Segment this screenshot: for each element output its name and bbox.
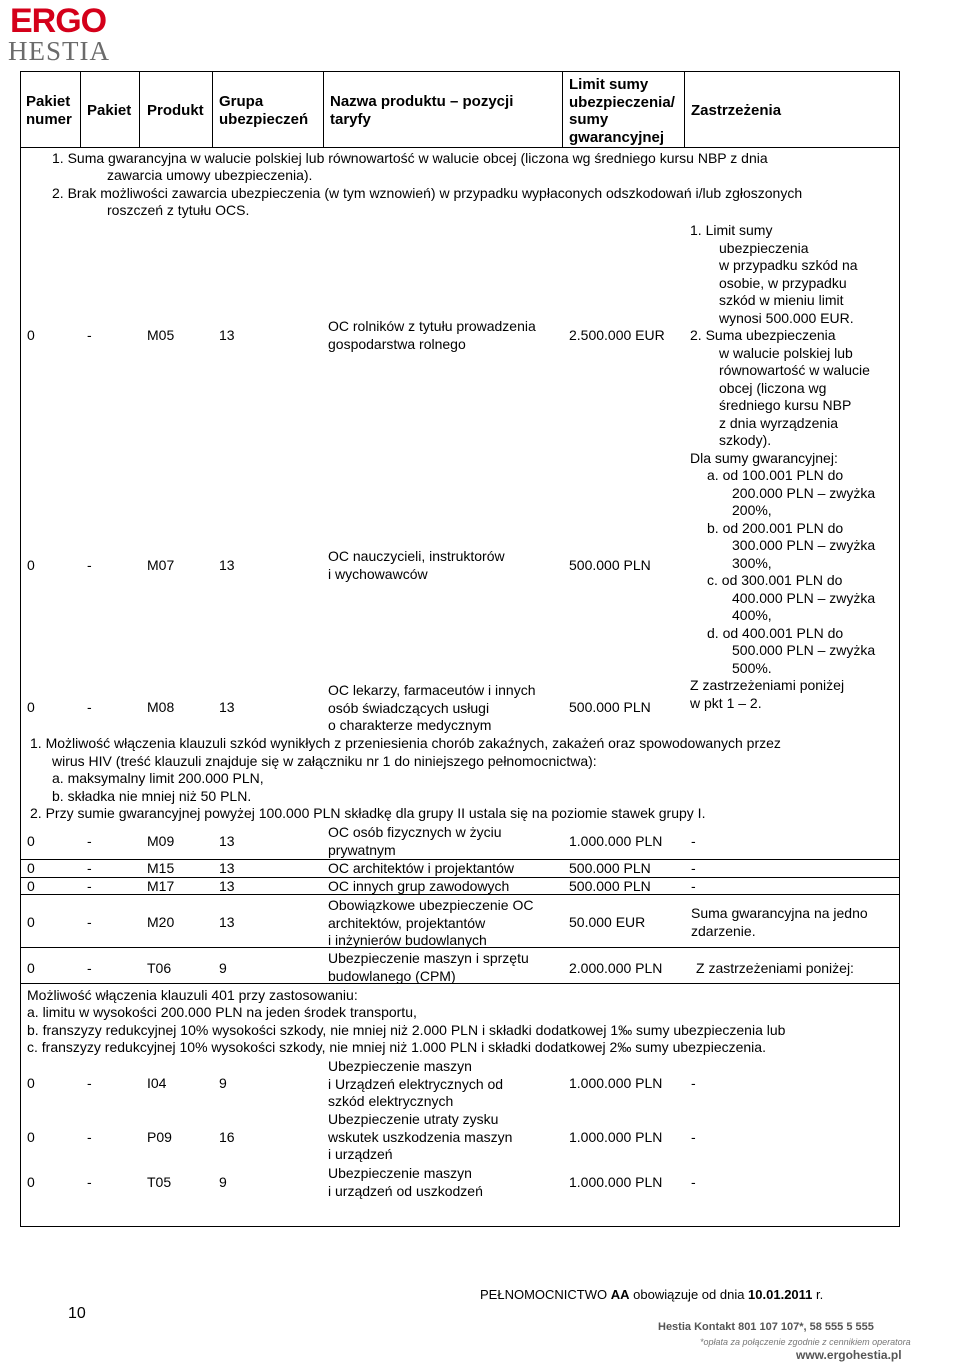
row-t05-grupa: 9 [219, 1174, 227, 1190]
row-m08-grupa: 13 [219, 699, 235, 715]
row-m09-pakiet: 0 [27, 833, 35, 849]
row-m15-nazwa: OC architektów i projektantów [328, 860, 514, 876]
header-divider [562, 71, 563, 147]
row-p09-limit: 1.000.000 PLN [569, 1129, 663, 1145]
logo-hestia: HESTIA [8, 36, 110, 66]
row-t05-produkt: T05 [147, 1174, 172, 1190]
row-m09-zastrz: - [691, 833, 696, 849]
row-m20-limit: 50.000 EUR [569, 914, 646, 930]
row-m09-nazwa: OC osób fizycznych w życiu prywatnym [328, 824, 502, 858]
row-m05-dash: - [87, 327, 92, 343]
row-m17-grupa: 13 [219, 878, 235, 894]
header-pakiet-numer: Pakiet numer [26, 93, 72, 128]
row-m07-dash: - [87, 557, 92, 573]
row-m09-grupa: 13 [219, 833, 235, 849]
header-nazwa: Nazwa produktu – pozycji taryfy [330, 93, 514, 128]
row-m15-zastrz: - [691, 860, 696, 876]
website-link[interactable]: www.ergohestia.pl [796, 1348, 902, 1362]
note-mid-1-cont: wirus HIV (treść klauzuli znajduje się w załączniku nr 1 do niniejszego pełnomocnictwa): [52, 753, 597, 769]
row-m15-produkt: M15 [147, 860, 175, 876]
row-t06-zastrz: Z zastrzeżeniami poniżej: [696, 960, 854, 976]
row-t05-pakiet: 0 [27, 1174, 35, 1190]
header-zastrzezenia: Zastrzeżenia [691, 102, 782, 119]
row-m17-nazwa: OC innych grup zawodowych [328, 878, 510, 894]
row-m17-produkt: M17 [147, 878, 175, 894]
row-m07-produkt: M07 [147, 557, 175, 573]
row-m08-dash: - [87, 699, 92, 715]
header-divider [80, 71, 81, 147]
row-m07-pakiet: 0 [27, 557, 35, 573]
row-m05-grupa: 13 [219, 327, 235, 343]
note-clause-b: b. franszyzy redukcyjnej 10% wysokości szkody, nie mniej niż 2.000 PLN i składki dodatkowej 1‰ sumy ubezpieczenia lub [27, 1022, 786, 1038]
row-m09-limit: 1.000.000 PLN [569, 833, 663, 849]
row-m15-limit: 500.000 PLN [569, 860, 651, 876]
note-top-2-cont: roszczeń z tytułu OCS. [107, 202, 250, 218]
page-number: 10 [68, 1305, 86, 1322]
header-divider [684, 71, 685, 147]
note-mid-a: a. maksymalny limit 200.000 PLN, [52, 770, 264, 786]
row-m08-limit: 500.000 PLN [569, 699, 651, 715]
row-p09-pakiet: 0 [27, 1129, 35, 1145]
row-t05-nazwa: Ubezpieczenie maszyn i urządzeń od uszkodzeń [328, 1165, 483, 1199]
row-m07-grupa: 13 [219, 557, 235, 573]
note-top-1: 1. Suma gwarancyjna w walucie polskiej lub równowartość w walucie obcej (liczona wg średniego kursu NBP z dnia [52, 150, 768, 166]
row-m09-produkt: M09 [147, 833, 175, 849]
header-pakiet: Pakiet [87, 102, 132, 119]
row-t05-dash: - [87, 1174, 92, 1190]
row-m05-limit: 2.500.000 EUR [569, 327, 665, 343]
note-top-2: 2. Brak możliwości zawarcia ubezpieczenia (w tym wznowień) w przypadku wypłaconych odszkodowań i/lub zgłoszonych [52, 185, 803, 201]
row-m15-pakiet: 0 [27, 860, 35, 876]
row-m20-produkt: M20 [147, 914, 175, 930]
row-p09-grupa: 16 [219, 1129, 235, 1145]
row-m15-grupa: 13 [219, 860, 235, 876]
row-m20-grupa: 13 [219, 914, 235, 930]
row-m17-dash: - [87, 878, 92, 894]
row-m07-limit: 500.000 PLN [569, 557, 651, 573]
row-m20-dash: - [87, 914, 92, 930]
row-t06-pakiet: 0 [27, 960, 35, 976]
row-m08-pakiet: 0 [27, 699, 35, 715]
row-m09-dash: - [87, 833, 92, 849]
row-p09-nazwa: Ubezpieczenie utraty zysku wskutek uszkodzenia maszyn i urządzeń [328, 1111, 513, 1162]
row-i04-limit: 1.000.000 PLN [569, 1075, 663, 1091]
row-i04-pakiet: 0 [27, 1075, 35, 1091]
note-clause-c: c. franszyzy redukcyjnej 10% wysokości szkody, nie mniej niż 1.000 PLN i składki dodatkowej 2‰ sumy ubezpieczenia. [27, 1039, 766, 1055]
note-top-1-cont: zawarcia umowy ubezpieczenia). [107, 167, 313, 183]
row-i04-nazwa: Ubezpieczenie maszyn i Urządzeń elektrycznych od szkód elektrycznych [328, 1058, 504, 1109]
row-m07-nazwa: OC nauczycieli, instruktorów i wychowawców [328, 548, 505, 582]
footer-validity: PEŁNOMOCNICTWO AA obowiązuje od dnia 10.01.2011 r. [480, 1287, 824, 1302]
header-limit: Limit sumy ubezpieczenia/ sumy gwarancyjnej [569, 76, 675, 146]
row-i04-dash: - [87, 1075, 92, 1091]
row-t06-grupa: 9 [219, 960, 227, 976]
row-p09-produkt: P09 [147, 1129, 172, 1145]
note-clause-title: Możliwość włączenia klauzuli 401 przy zastosowaniu: [27, 987, 358, 1003]
hotline: Hestia Kontakt 801 107 107*, 58 555 5 555 [658, 1321, 874, 1333]
row-m17-zastrz: - [691, 878, 696, 894]
header-produkt: Produkt [147, 102, 204, 119]
row-m20-pakiet: 0 [27, 914, 35, 930]
row-i04-zastrz: - [691, 1075, 696, 1091]
row-p09-zastrz: - [691, 1129, 696, 1145]
row-t06-produkt: T06 [147, 960, 172, 976]
row-t06-limit: 2.000.000 PLN [569, 960, 663, 976]
note-clause-a: a. limitu w wysokości 200.000 PLN na jeden środek transportu, [27, 1004, 417, 1020]
row-m20-zastrz: Suma gwarancyjna na jedno zdarzenie. [691, 905, 868, 939]
row-m05-pakiet: 0 [27, 327, 35, 343]
row-m15-dash: - [87, 860, 92, 876]
header-divider [139, 71, 140, 147]
row-t05-zastrz: - [691, 1174, 696, 1190]
logo-ergo: ERGO [10, 2, 107, 40]
header-grupa: Grupa ubezpieczeń [219, 93, 309, 128]
row-t05-limit: 1.000.000 PLN [569, 1174, 663, 1190]
header-bottom-line [20, 147, 900, 148]
row-m17-pakiet: 0 [27, 878, 35, 894]
row-m05-produkt: M05 [147, 327, 175, 343]
header-divider [212, 71, 213, 147]
row-m05-nazwa: OC rolników z tytułu prowadzenia gospodarstwa rolnego [328, 318, 536, 352]
row-m20-nazwa: Obowiązkowe ubezpieczenie OC architektów, projektantów i inżynierów budowlanych [328, 897, 534, 948]
hotline-note: *opłata za połączenie zgodnie z cennikiem operatora [700, 1337, 911, 1347]
note-mid-2: 2. Przy sumie gwarancyjnej powyżej 100.000 PLN składkę dla grupy II ustala się na poziomie stawek grupy I. [30, 805, 706, 821]
row-t06-dash: - [87, 960, 92, 976]
row-i04-grupa: 9 [219, 1075, 227, 1091]
row-t06-nazwa: Ubezpieczenie maszyn i sprzętu budowlanego (CPM) [328, 950, 529, 984]
group-a-reservations: 1. Limit sumy ubezpieczenia w przypadku szkód na osobie, w przypadku szkód w mieniu limit wynosi 500.000 EUR. 2. Suma ubezpieczenia w walucie polskiej lub równowartość w walucie obcej (liczona wg średniego kursu NBP z dnia wyrządzenia szkody). Dla sumy gwarancyjnej: a. od 100.001 PLN do 200.000 PLN – zwyżka 200%, b. od 200.001 PLN do 300.000 PLN – zwyżka 300%, c. od 300.001 PLN do 400.000 PLN – zwyżka 400%, d. od 400.001 PLN do 500.000 PLN – zwyżka 500%. Z zastrzeżeniami poniżej w pkt 1 – 2. [690, 222, 876, 711]
row-i04-produkt: I04 [147, 1075, 167, 1091]
header-divider [323, 71, 324, 147]
row-m08-nazwa: OC lekarzy, farmaceutów i innych osób świadczących usługi o charakterze medycznym [328, 682, 536, 733]
row-m08-produkt: M08 [147, 699, 175, 715]
row-p09-dash: - [87, 1129, 92, 1145]
row-m17-limit: 500.000 PLN [569, 878, 651, 894]
note-mid-b: b. składka nie mniej niż 50 PLN. [52, 788, 252, 804]
note-mid-1: 1. Możliwość włączenia klauzuli szkód wynikłych z przeniesienia chorób zakaźnych, zakażeń oraz spowodowanych przez [30, 735, 781, 751]
